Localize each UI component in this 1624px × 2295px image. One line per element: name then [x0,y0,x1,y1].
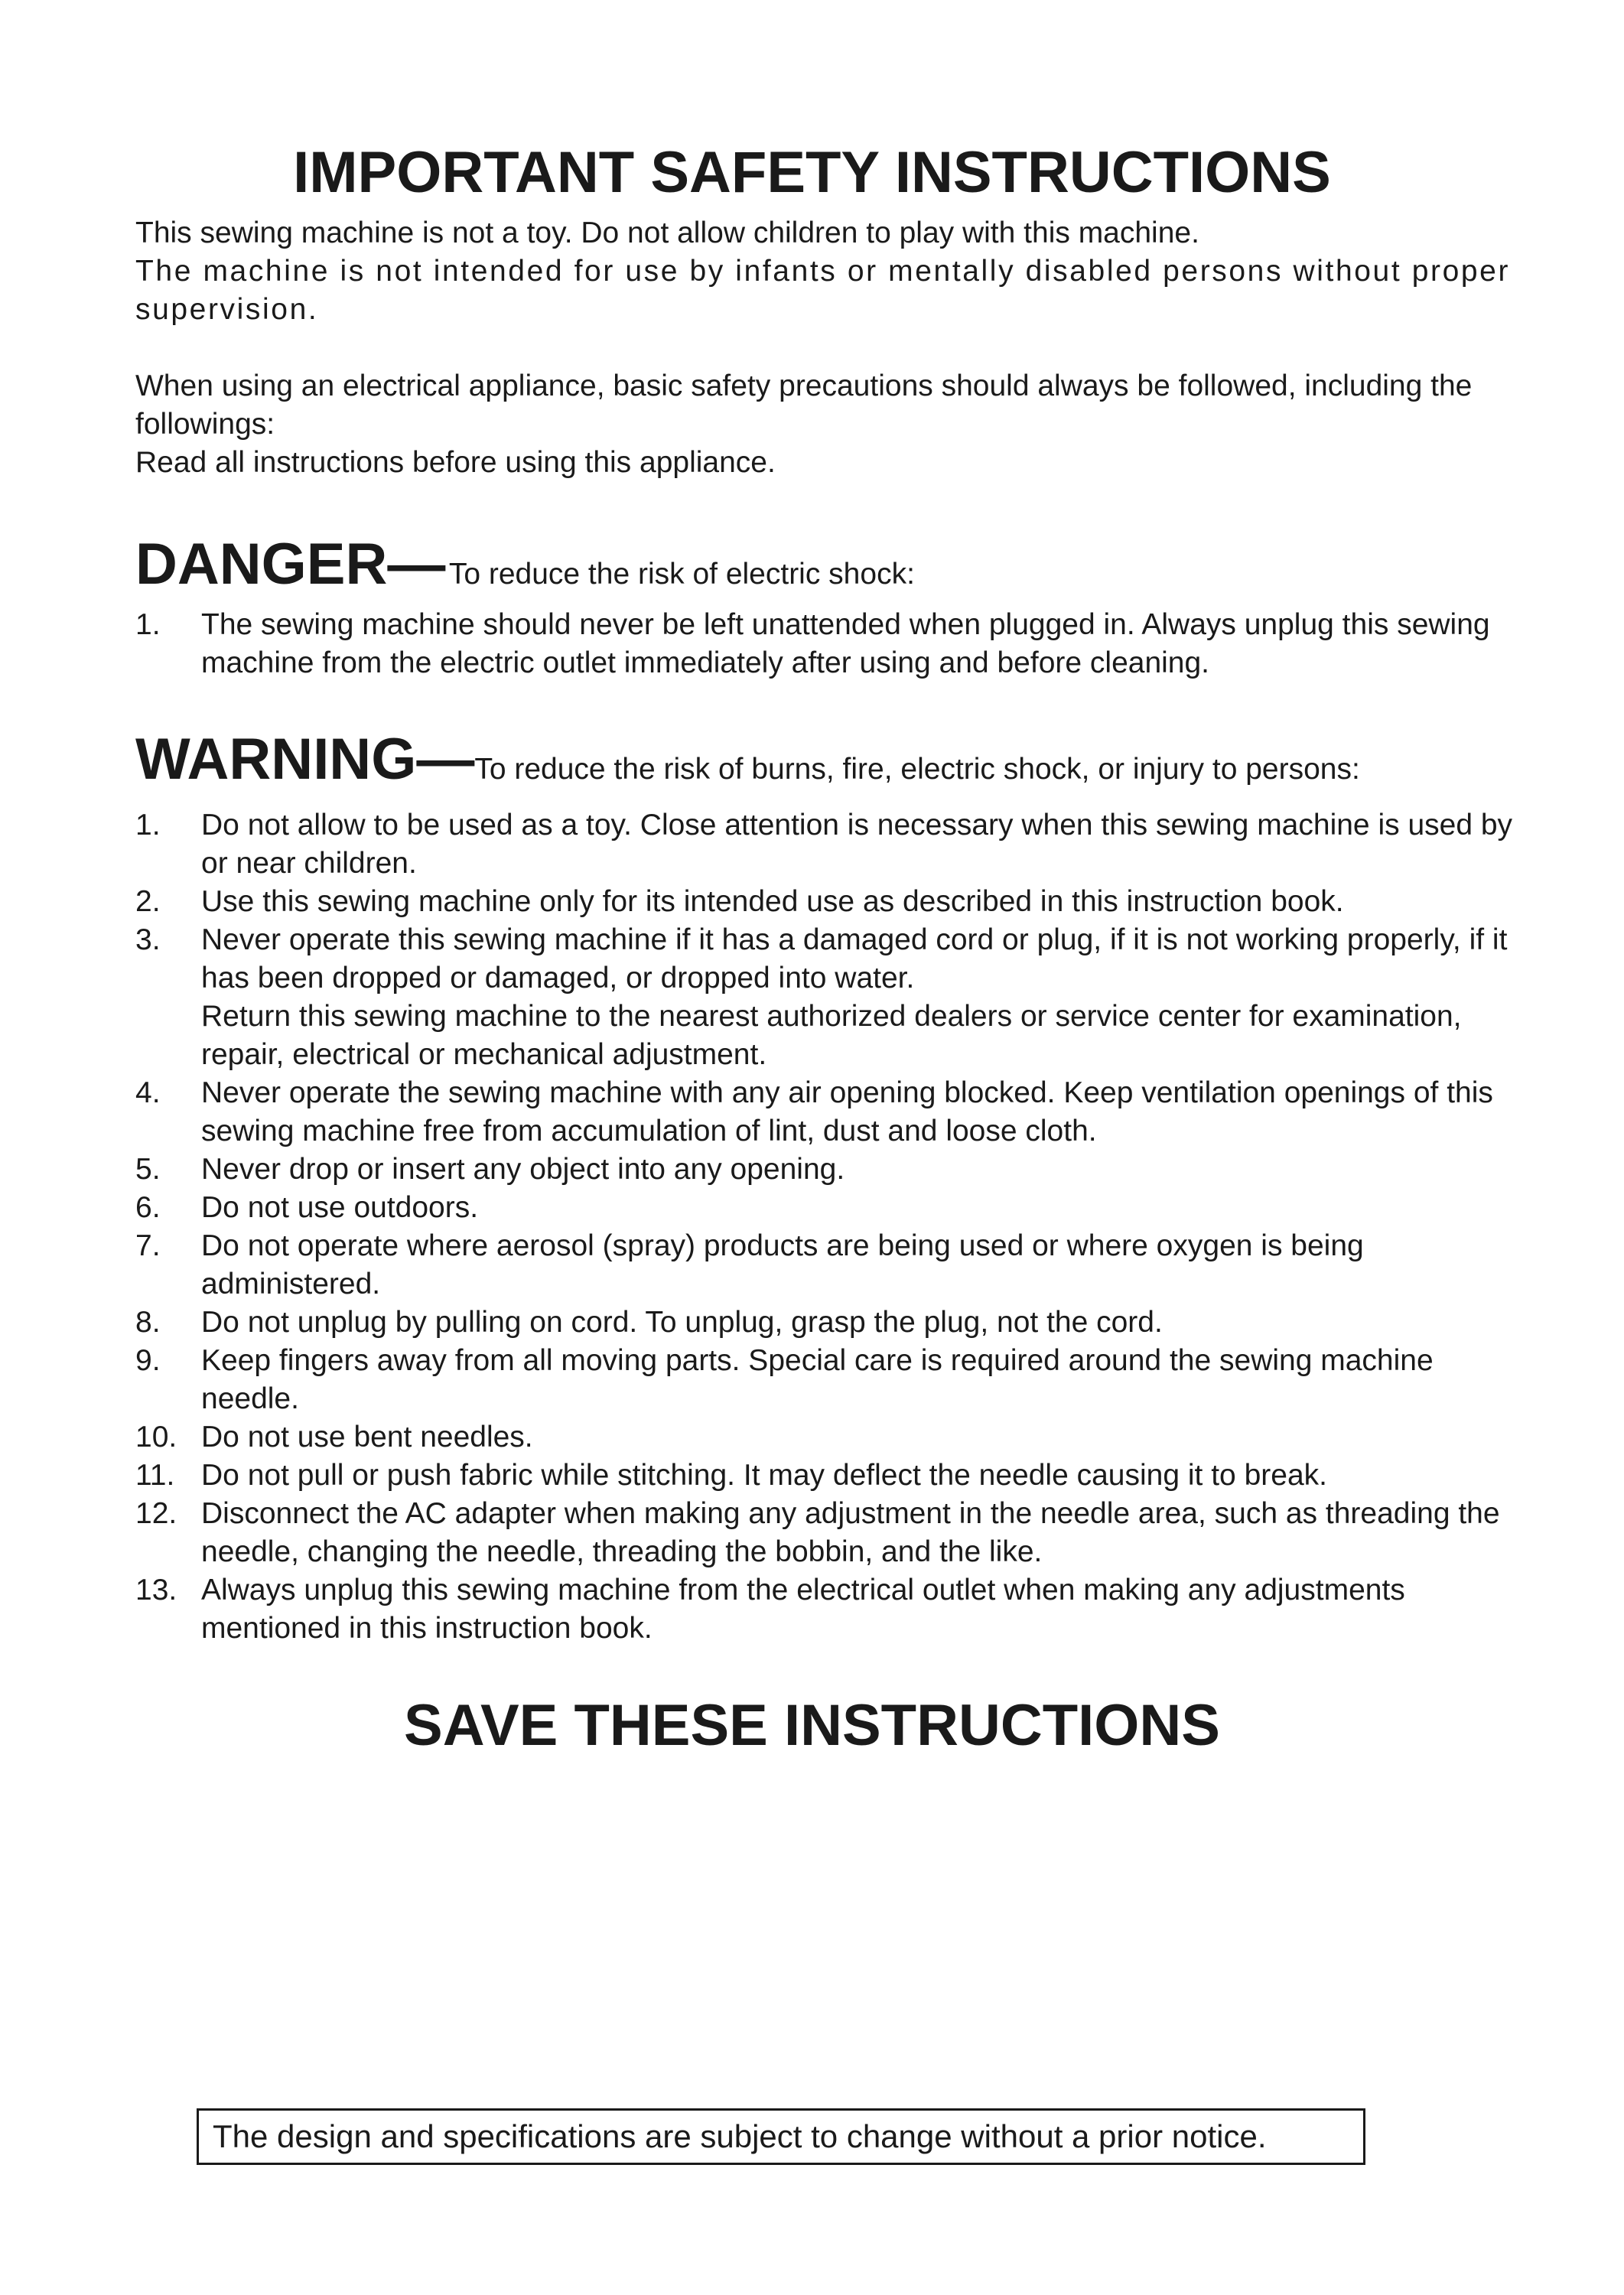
list-item-text: Never operate this sewing machine if it has a damaged cord or plug, if it is not working properly, if it has been dropped or damaged, or dropped into water. [201,923,1508,994]
intro-line-precautions: When using an electrical appliance, basic safety precautions should always be followed, including the followings: [135,369,1473,441]
list-item [135,1074,1528,1151]
list-item-number: 1. [135,608,161,641]
list-item [135,921,1528,1074]
list-item-text: Do not unplug by pulling on cord. To unplug, grasp the plug, not the cord. [201,1306,1163,1339]
intro-block [135,214,1512,482]
list-item [135,883,1528,921]
list-item [135,1304,1528,1342]
list-item-extra-text: Return this sewing machine to the nearest authorized dealers or service center for examination, repair, electrical or mechanical adjustment. [201,1000,1462,1071]
list-item-text: Disconnect the AC adapter when making any adjustment in the needle area, such as threading the needle, changing the needle, threading the bobbin, and the like. [201,1497,1500,1568]
list-item [135,606,1528,682]
list-item [135,1227,1528,1304]
intro-line-read: Read all instructions before using this appliance. [135,446,776,479]
list-item-text: Do not operate where aerosol (spray) products are being used or where oxygen is being administered. [201,1229,1364,1300]
list-item-number: 12. [135,1497,177,1530]
page-title: IMPORTANT SAFETY INSTRUCTIONS [293,140,1331,205]
list-item [135,1571,1528,1648]
change-notice-box: The design and specifications are subject to change without a prior notice. [197,2108,1365,2165]
list-item-number: 13. [135,1574,177,1606]
list-item-text: The sewing machine should never be left unattended when plugged in. Always unplug this sewing machine from the electric outlet immediately after using and before cleaning. [201,608,1490,679]
warning-heading [135,725,1360,804]
list-item-text: Do not pull or push fabric while stitching. It may deflect the needle causing it to break. [201,1459,1327,1492]
list-item-number: 3. [135,923,161,956]
warning-list [135,806,1528,1648]
list-item-text: Do not use outdoors. [201,1191,479,1224]
list-item-text: Keep fingers away from all moving parts. Special care is required around the sewing machine needle. [201,1344,1434,1415]
save-instructions-heading: SAVE THESE INSTRUCTIONS [404,1693,1220,1758]
warning-label: WARNING [135,727,417,792]
warning-subtitle: To reduce the risk of burns, fire, electric shock, or injury to persons: [474,753,1360,786]
danger-subtitle: To reduce the risk of electric shock: [448,558,915,591]
list-item-text: Never operate the sewing machine with any air opening blocked. Keep ventilation openings of this sewing machine free from accumulation of lint, dust and loose cloth. [201,1076,1493,1148]
list-item-number: 6. [135,1191,161,1224]
list-item [135,1189,1528,1227]
list-item [135,806,1528,883]
danger-label: DANGER [135,532,388,597]
list-item-text: Do not use bent needles. [201,1421,533,1454]
list-item-number: 5. [135,1153,161,1186]
list-item-text: Never drop or insert any object into any opening. [201,1153,845,1186]
list-item [135,1457,1528,1495]
intro-line-toy: This sewing machine is not a toy. Do not allow children to play with this machine. [135,216,1199,249]
list-item-number: 9. [135,1344,161,1377]
list-item [135,1342,1528,1418]
danger-dash: — [387,532,446,597]
list-item [135,1418,1528,1457]
list-item-number: 8. [135,1306,161,1339]
list-item [135,1151,1528,1189]
list-item-number: 4. [135,1076,161,1109]
list-item-number: 10. [135,1421,177,1454]
list-item-text: Do not allow to be used as a toy. Close attention is necessary when this sewing machine is used by or near children. [201,809,1513,880]
danger-heading [135,530,915,609]
list-item-number: 2. [135,885,161,918]
list-item-text: Use this sewing machine only for its intended use as described in this instruction book. [201,885,1344,918]
list-item-text: Always unplug this sewing machine from the electrical outlet when making any adjustments mentioned in this instruction book. [201,1574,1405,1645]
intro-line-supervision: The machine is not intended for use by infants or mentally disabled persons without proper supervision. [135,255,1511,326]
list-item [135,1495,1528,1571]
list-item-number: 11. [135,1459,175,1492]
list-item-number: 1. [135,809,161,842]
danger-list [135,606,1528,682]
list-item-number: 7. [135,1229,161,1262]
warning-dash: — [416,727,475,792]
intro-spacer [135,329,1512,367]
